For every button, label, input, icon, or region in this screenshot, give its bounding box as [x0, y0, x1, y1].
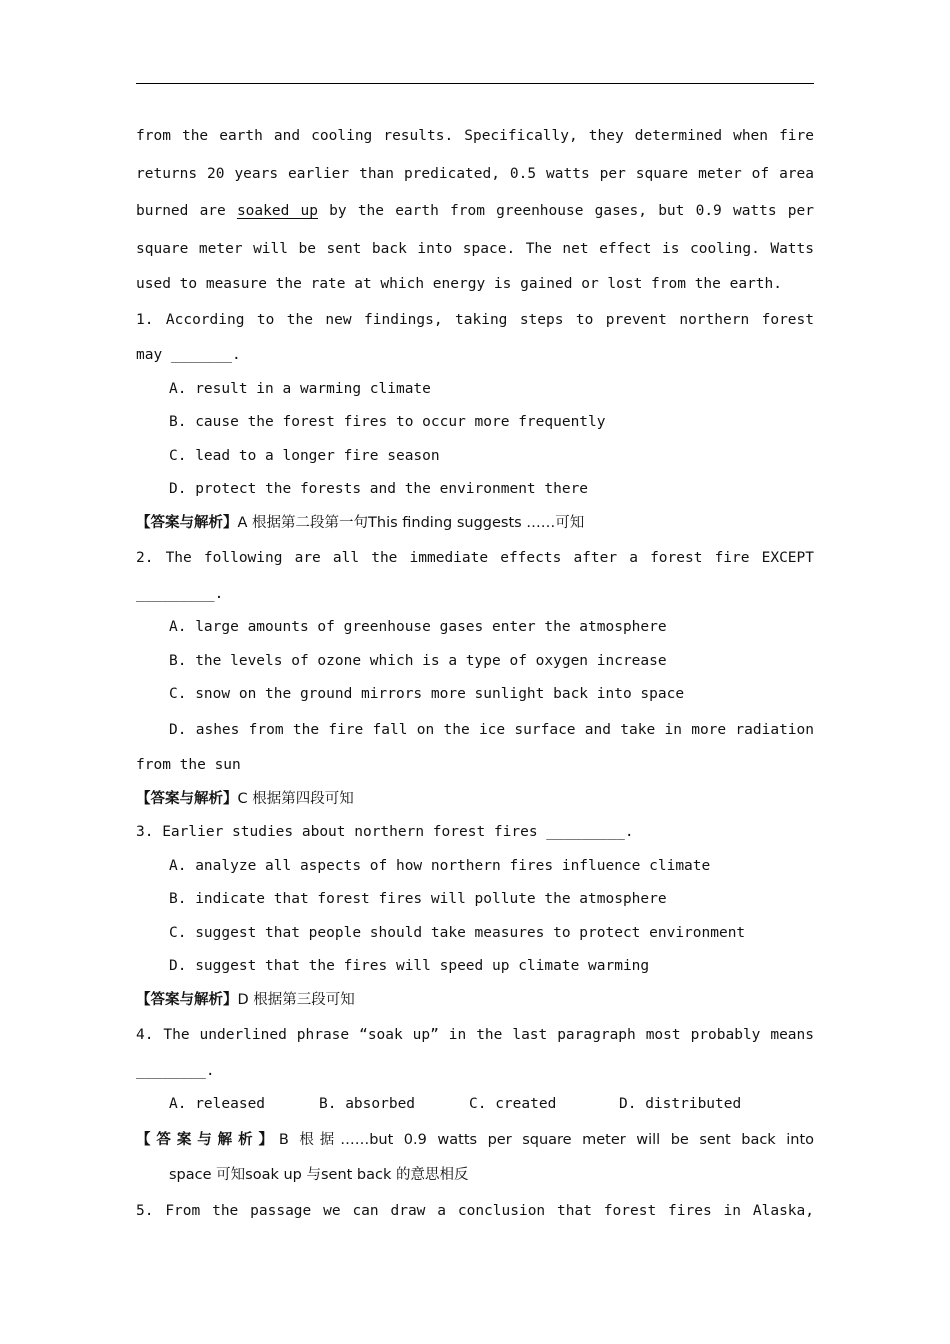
header-rule [136, 83, 814, 84]
q3-option-c: C. suggest that people should take measures to protect environment [169, 924, 746, 941]
q1-option-d: D. protect the forests and the environment there [169, 481, 589, 497]
q4-answer: 【答案与解析】B 根据……but 0.9 watts per square meter will be sent back into [136, 1131, 814, 1148]
question-2-stem-cont: _________. [136, 585, 224, 602]
question-3-stem: 3. Earlier studies about northern forest fires _________. [136, 824, 634, 840]
passage-line: returns 20 years earlier than predicated, 0.5 watts per square meter of area [136, 165, 814, 182]
question-2-stem: 2. The following are all the immediate effects after a forest fire EXCEPT [136, 550, 814, 566]
q4-option-a: A. released [169, 1096, 266, 1112]
question-1-stem-cont: may _______. [136, 347, 241, 363]
q1-option-b: B. cause the forest fires to occur more frequently [169, 414, 606, 430]
q4-option-c: C. created [469, 1096, 557, 1112]
q4-option-b: B. absorbed [319, 1096, 416, 1112]
document-body [136, 118, 814, 1230]
q1-answer: 【答案与解析】A 根据第二段第一句This finding suggests ……可知 [136, 514, 585, 531]
q1-option-a: A. result in a warming climate [169, 380, 431, 397]
passage-line: burned are soaked up by the earth from greenhouse gases, but 0.9 watts per [136, 203, 814, 219]
q4-option-d: D. distributed [619, 1096, 742, 1112]
q3-answer: 【答案与解析】D 根据第三段可知 [136, 991, 355, 1008]
question-1-stem: 1. According to the new findings, taking steps to prevent northern forest [136, 311, 814, 328]
q1-option-c: C. lead to a longer fire season [169, 447, 440, 464]
q4-options [136, 1088, 814, 1122]
question-5-stem: 5. From the passage we can draw a conclusion that forest fires in Alaska, [136, 1202, 814, 1219]
q2-option-a: A. large amounts of greenhouse gases enter the atmosphere [169, 619, 667, 635]
q3-option-a: A. analyze all aspects of how northern fires influence climate [169, 857, 711, 874]
passage-line: square meter will be sent back into space. The net effect is cooling. Watts [136, 240, 814, 257]
q3-option-d: D. suggest that the fires will speed up climate warming [169, 958, 650, 974]
question-4-stem-cont: ________. [136, 1062, 215, 1079]
q4-answer-cont: space 可知soak up 与sent back 的意思相反 [169, 1167, 469, 1183]
q2-option-c: C. snow on the ground mirrors more sunlight back into space [169, 686, 685, 702]
passage-line: used to measure the rate at which energy is gained or lost from the earth. [136, 276, 783, 292]
q2-option-d: D. ashes from the fire fall on the ice surface and take in more radiation [169, 721, 814, 738]
underlined-phrase: soaked up [236, 203, 318, 219]
q2-option-b: B. the levels of ozone which is a type of oxygen increase [169, 652, 667, 669]
q2-answer: 【答案与解析】C 根据第四段可知 [136, 790, 354, 807]
q3-option-b: B. indicate that forest fires will pollute the atmosphere [169, 891, 667, 907]
question-4-stem: 4. The underlined phrase “soak up” in the last paragraph most probably means [136, 1027, 814, 1043]
q2-option-d-cont: from the sun [136, 757, 241, 773]
passage-line: from the earth and cooling results. Specifically, they determined when fire [136, 128, 814, 144]
